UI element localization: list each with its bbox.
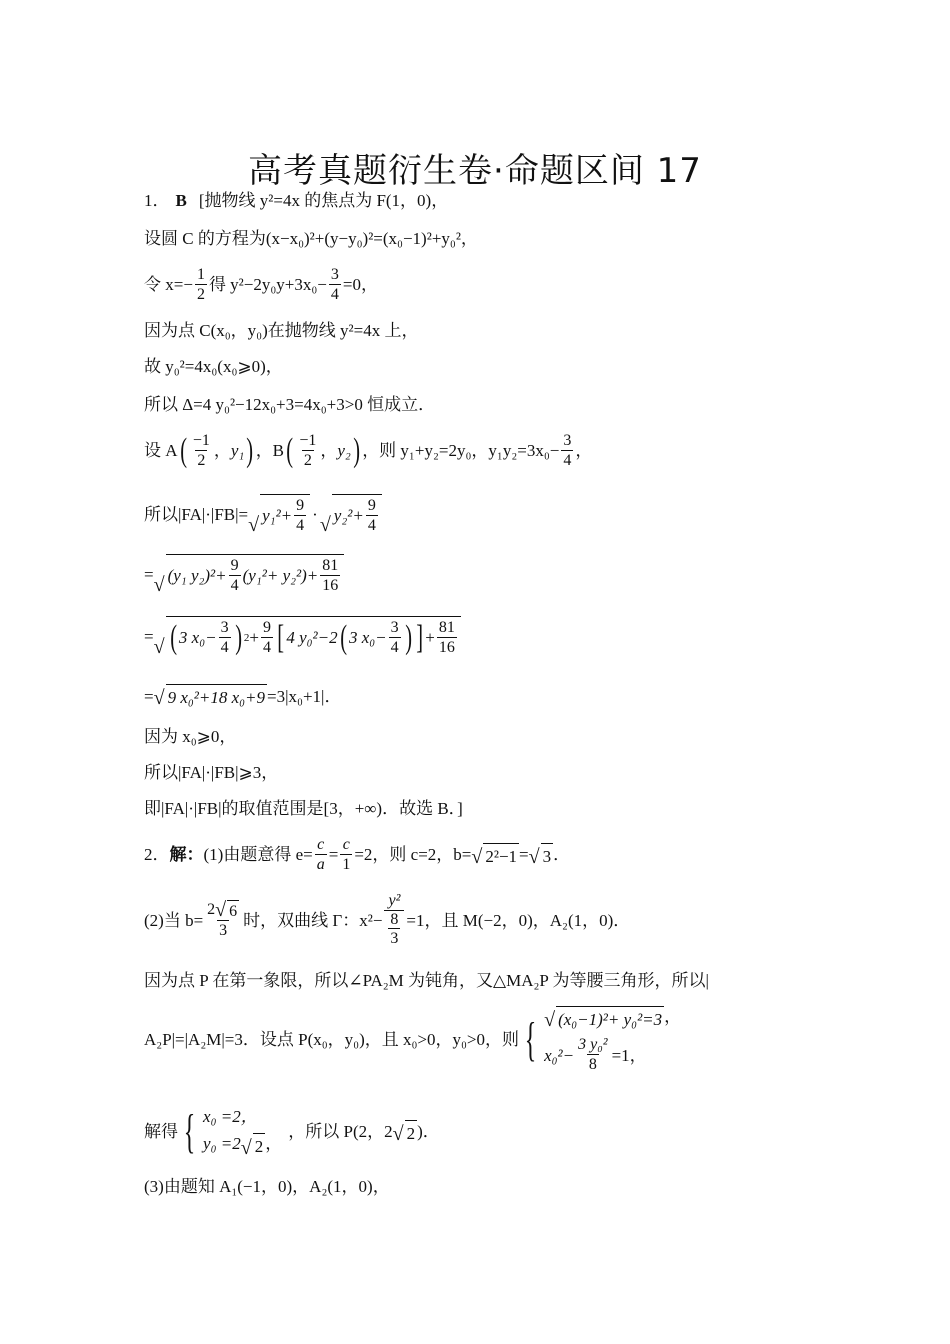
q2-l4: A₂P|=|A₂M|=3．设点 P(x₀，y₀)，且 x₀>0，y₀>0，则 bbox=[144, 1030, 520, 1050]
q2-line-3: 因为点 P 在第一象限，所以∠PA₂M 为钝角，又△MA₂P 为等腰三角形，所以| bbox=[144, 971, 709, 990]
q1-l7a: 设 A bbox=[144, 441, 178, 461]
q2-l2b: 时，双曲线 Γ：x²− bbox=[243, 910, 383, 930]
q2-line-2 bbox=[144, 892, 630, 948]
q2-line-5: 解得 { x₀ =2， y₀ =2 √ 2 ， ，所以 P (2，2 √ 2 )． bbox=[144, 1104, 440, 1159]
fraction: $\frac{1}{2}$ bbox=[196, 266, 205, 303]
q1-line-9: = √ (y₁ y₂)²+ $\frac{9}{4}$ (y₁²+ y₂²)+ $\frac{81}{16}$ bbox=[144, 554, 344, 595]
equation-system: √ (x₀−1)²+ y₀²=3 ， x₀²− $\frac{\text{3 y₀²}}{8}$ =1， bbox=[544, 1007, 682, 1073]
q2-l1a: (1)由题意得 e= bbox=[203, 845, 313, 865]
q1-line-7: 设 A ( $\frac{-1}{2}$ ， y₁ ) ，B ( $\frac{-1}{2}$ ， y₂ ) ，则 y₁+y₂=2y₀，y₁y₂=3x₀− $\frac{3}{4}$ ， bbox=[144, 431, 593, 469]
fraction: 2 √ 6 3 bbox=[207, 899, 238, 940]
solution-system: x₀ =2， y₀ =2 √ 2 ， bbox=[203, 1107, 283, 1159]
q2-number: 2． bbox=[144, 845, 170, 865]
radical: √ 3 bbox=[529, 843, 553, 867]
radical: √ ( 3 x₀− $\frac{3}{4}$ ) 2 + $\frac{9}{4}$ [ 4 y₀²−2 ( 3 x₀− $\frac{3}{4}$ ) ] + $\frac{81}{16}$ bbox=[154, 616, 461, 657]
q1-line-6: 所以 Δ=4 y₀²−12x₀+3=4x₀+3>0 恒成立． bbox=[144, 395, 436, 414]
page-title: 高考真题衍生卷·命题区间 17 bbox=[248, 150, 702, 191]
q2-l2a: (2)当 b= bbox=[144, 910, 204, 930]
q2-l1b: =2，则 c=2，b= bbox=[354, 845, 472, 865]
q1-line-5: 故 y₀²=4x₀(x₀⩾0)， bbox=[144, 357, 283, 376]
q1-l3b: 得 y²−2y₀y+3x₀− bbox=[208, 275, 327, 295]
q1-l3c: =0， bbox=[342, 275, 378, 295]
q1-line-13: 所以|FA|·|FB|⩾3， bbox=[144, 763, 279, 782]
q1-line-1 bbox=[144, 190, 448, 211]
q1-line-14: 即|FA|·|FB|的取值范围是[3，+∞)．故选 B．] bbox=[144, 799, 463, 818]
q2-l5b: ，所以 P bbox=[288, 1122, 353, 1142]
fraction: $\frac{\text{y²}}{\frac{8}{3}}$ bbox=[384, 892, 404, 948]
q1-answer: B bbox=[175, 191, 187, 210]
fraction: $\frac{3}{4}$ bbox=[330, 266, 339, 303]
q2-line-4: A₂P|=|A₂M|=3．设点 P(x₀，y₀)，且 x₀>0，y₀>0，则 { √ (x₀−1)²+ y₀²=3 ， x₀²− $\frac{\text{3 y₀²}}{8}$ =1， bbox=[144, 1007, 682, 1073]
q2-l2c: =1，且 M(−2，0)，A₂(1，0)． bbox=[406, 910, 631, 930]
radical: √ y₂²+ $\frac{9}{4}$ bbox=[320, 494, 382, 535]
q2-l5a: 解得 bbox=[144, 1122, 178, 1142]
radical: √ 9 x₀²+18 x₀+9 bbox=[154, 684, 267, 708]
q1-text: [抛物线 y²=4x 的焦点为 F(1，0)， bbox=[198, 191, 449, 210]
fraction: $\frac{-1}{2}$ bbox=[299, 432, 317, 469]
q1-l7b: ，B bbox=[255, 441, 285, 461]
q1-l7d: ， bbox=[575, 441, 593, 461]
q2-line-1: 2． 解： (1)由题意得 e= $\frac{c}{a}$ = $\frac{c}{1}$ =2，则 c=2，b= √ 2²−1 = √ 3 ． bbox=[144, 836, 571, 873]
radical: √ (y₁ y₂)²+ $\frac{9}{4}$ (y₁²+ y₂²)+ $\frac{81}{16}$ bbox=[154, 554, 345, 595]
q1-line-11: = √ 9 x₀²+18 x₀+9 =3|x₀+1|． bbox=[144, 684, 341, 708]
q1-line-12: 因为 x₀⩾0， bbox=[144, 727, 237, 746]
q2-label: 解： bbox=[169, 845, 204, 865]
fraction: $\frac{c}{1}$ bbox=[342, 836, 351, 873]
q1-line-4: 因为点 C(x₀，y₀)在抛物线 y²=4x 上， bbox=[144, 321, 419, 340]
fraction: $\frac{3}{4}$ bbox=[563, 432, 572, 469]
q1-l11b: =3|x₀+1|． bbox=[267, 686, 342, 706]
fraction: $\frac{c}{a}$ bbox=[316, 836, 325, 873]
radical: √ y₁²+ $\frac{9}{4}$ bbox=[248, 494, 310, 535]
q2-line-6: (3)由题知 A₁(−1，0)，A₂(1，0)， bbox=[144, 1177, 390, 1196]
q1-line-8: 所以|FA|·|FB|= √ y₁²+ $\frac{9}{4}$ · √ y₂²+ $\frac{9}{4}$ bbox=[144, 494, 382, 535]
q1-l3a: 令 x=− bbox=[144, 275, 193, 295]
q1-l8a: 所以|FA|·|FB|= bbox=[144, 504, 249, 524]
q1-line-10: = √ ( 3 x₀− $\frac{3}{4}$ ) 2 + $\frac{9}{4}$ [ 4 y₀²−2 ( 3 x₀− $\frac{3}{4}$ ) ] + $\frac{81}{16}$ bbox=[144, 616, 461, 657]
q1-number: 1． bbox=[144, 191, 170, 210]
q1-line-2: 设圆 C 的方程为(x−x₀)²+(y−y₀)²=(x₀−1)²+y₀²， bbox=[144, 229, 478, 248]
fraction: $\frac{-1}{2}$ bbox=[192, 432, 210, 469]
q1-l7c: ，则 y₁+y₂=2y₀，y₁y₂=3x₀− bbox=[362, 441, 560, 461]
q1-line-3 bbox=[144, 266, 378, 304]
radical: √ 2²−1 bbox=[471, 843, 519, 867]
